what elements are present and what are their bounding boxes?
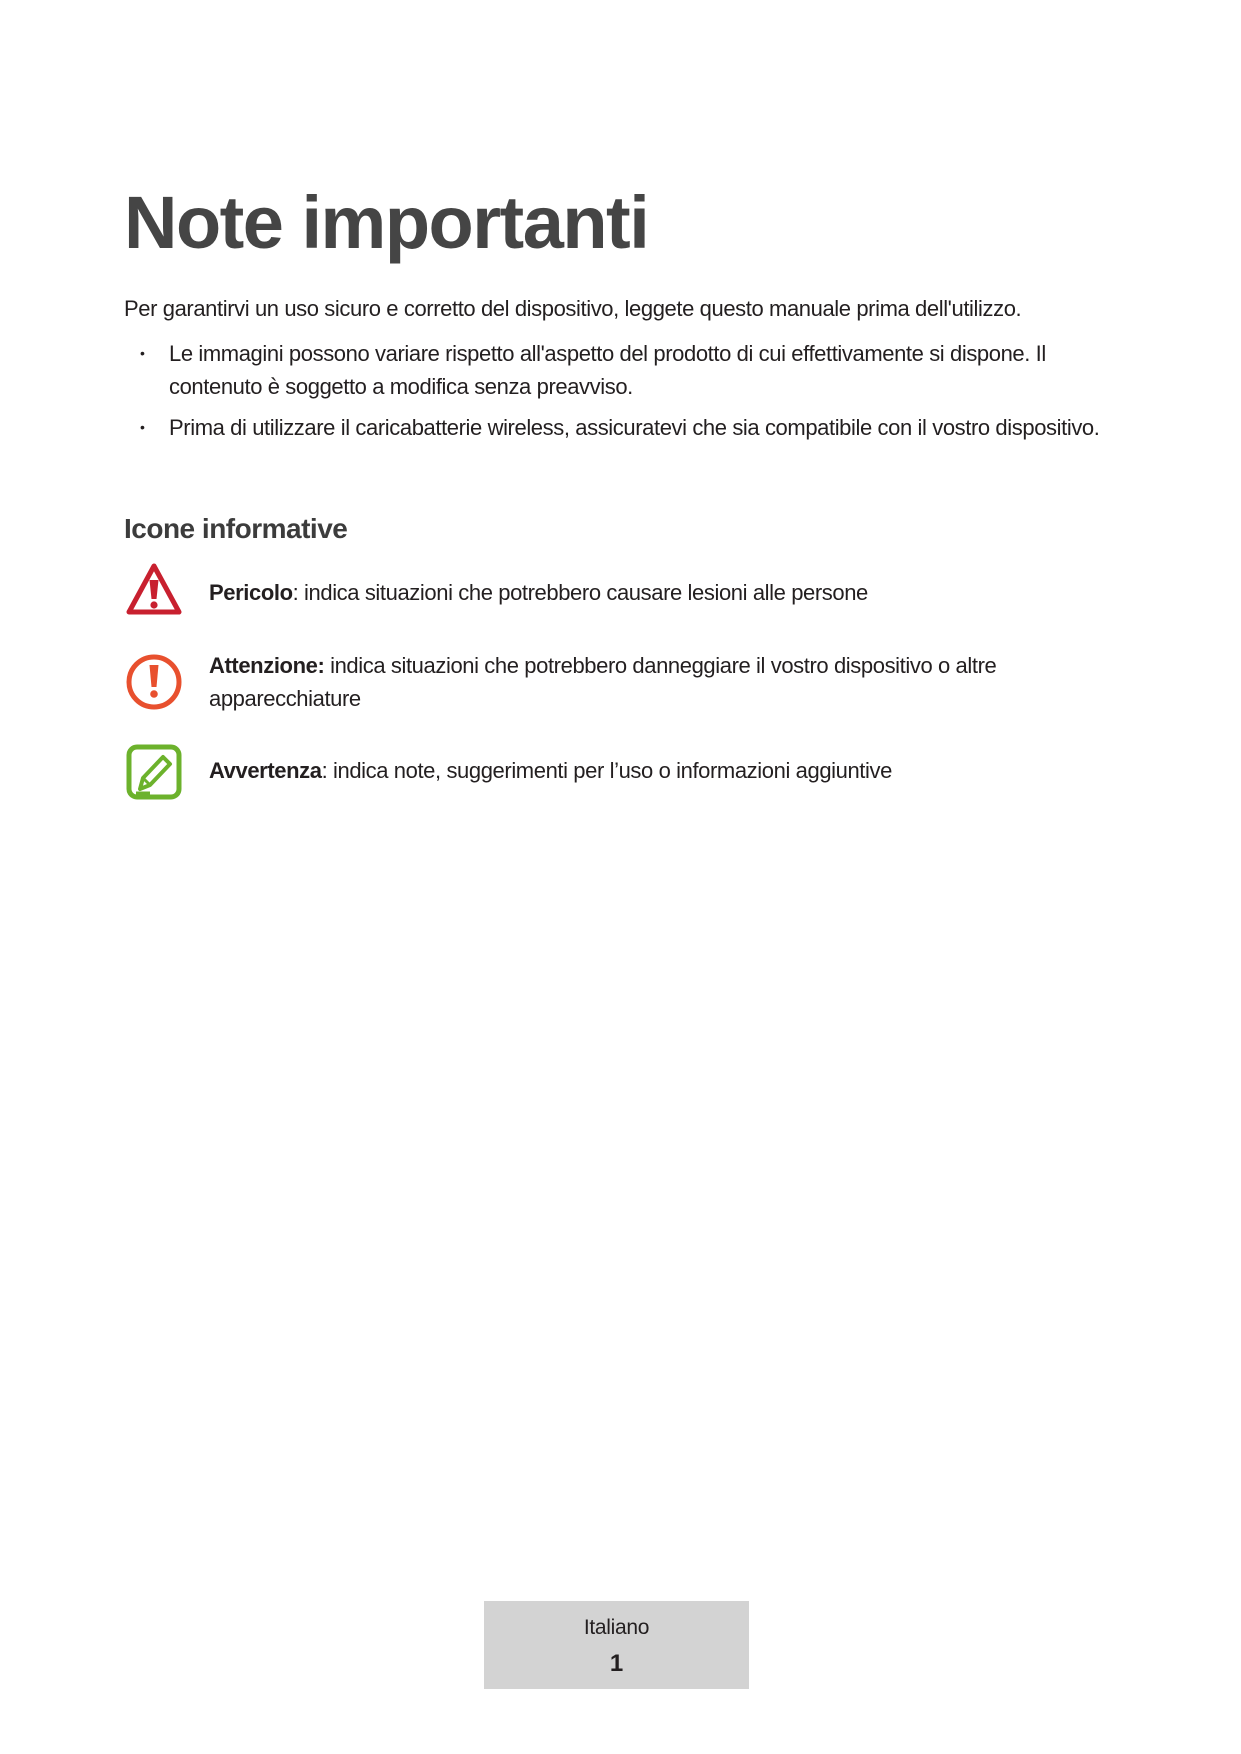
- avvertenza-description: [209, 754, 1109, 787]
- warning-triangle-icon: [124, 560, 184, 620]
- avvertenza-separator: :: [321, 758, 328, 783]
- list-item: [124, 411, 1114, 444]
- caution-circle-icon: [124, 652, 184, 712]
- bullet-dot: •: [140, 419, 145, 435]
- avvertenza-label: Avvertenza: [209, 758, 322, 783]
- pericolo-separator: :: [292, 580, 299, 605]
- list-item-text: Le immagini possono variare rispetto all'aspetto del prodotto di cui effettivamente si dispone. Il contenuto è soggetto a modifica senza preavviso.: [169, 341, 1046, 399]
- note-pencil-icon: [124, 742, 184, 802]
- pericolo-label: Pericolo: [209, 580, 293, 605]
- page-number: 1: [609, 1650, 624, 1677]
- avvertenza-text: indica note, suggerimenti per l’uso o informazioni aggiuntive: [327, 758, 892, 783]
- pericolo-text: indica situazioni che potrebbero causare lesioni alle persone: [298, 580, 868, 605]
- intro-paragraph: Per garantirvi un uso sicuro e corretto del dispositivo, leggete questo manuale prima dell'utilizzo.: [124, 296, 1022, 321]
- bullet-dot: •: [140, 345, 145, 361]
- page-title: Note importanti: [124, 181, 649, 264]
- list-item-text: Prima di utilizzare il caricabatterie wireless, assicuratevi che sia compatibile con il vostro dispositivo.: [169, 415, 1100, 440]
- attenzione-text: indica situazioni che potrebbero danneggiare il vostro dispositivo o altre apparecchiature: [209, 653, 997, 711]
- notes-list: [124, 337, 1114, 452]
- page-footer: [484, 1601, 749, 1689]
- pericolo-description: [209, 576, 1109, 609]
- list-item: [124, 337, 1114, 403]
- section-heading: Icone informative: [124, 513, 348, 544]
- attenzione-label: Attenzione:: [209, 653, 325, 678]
- footer-language: Italiano: [583, 1616, 650, 1639]
- attenzione-description: [209, 649, 1109, 715]
